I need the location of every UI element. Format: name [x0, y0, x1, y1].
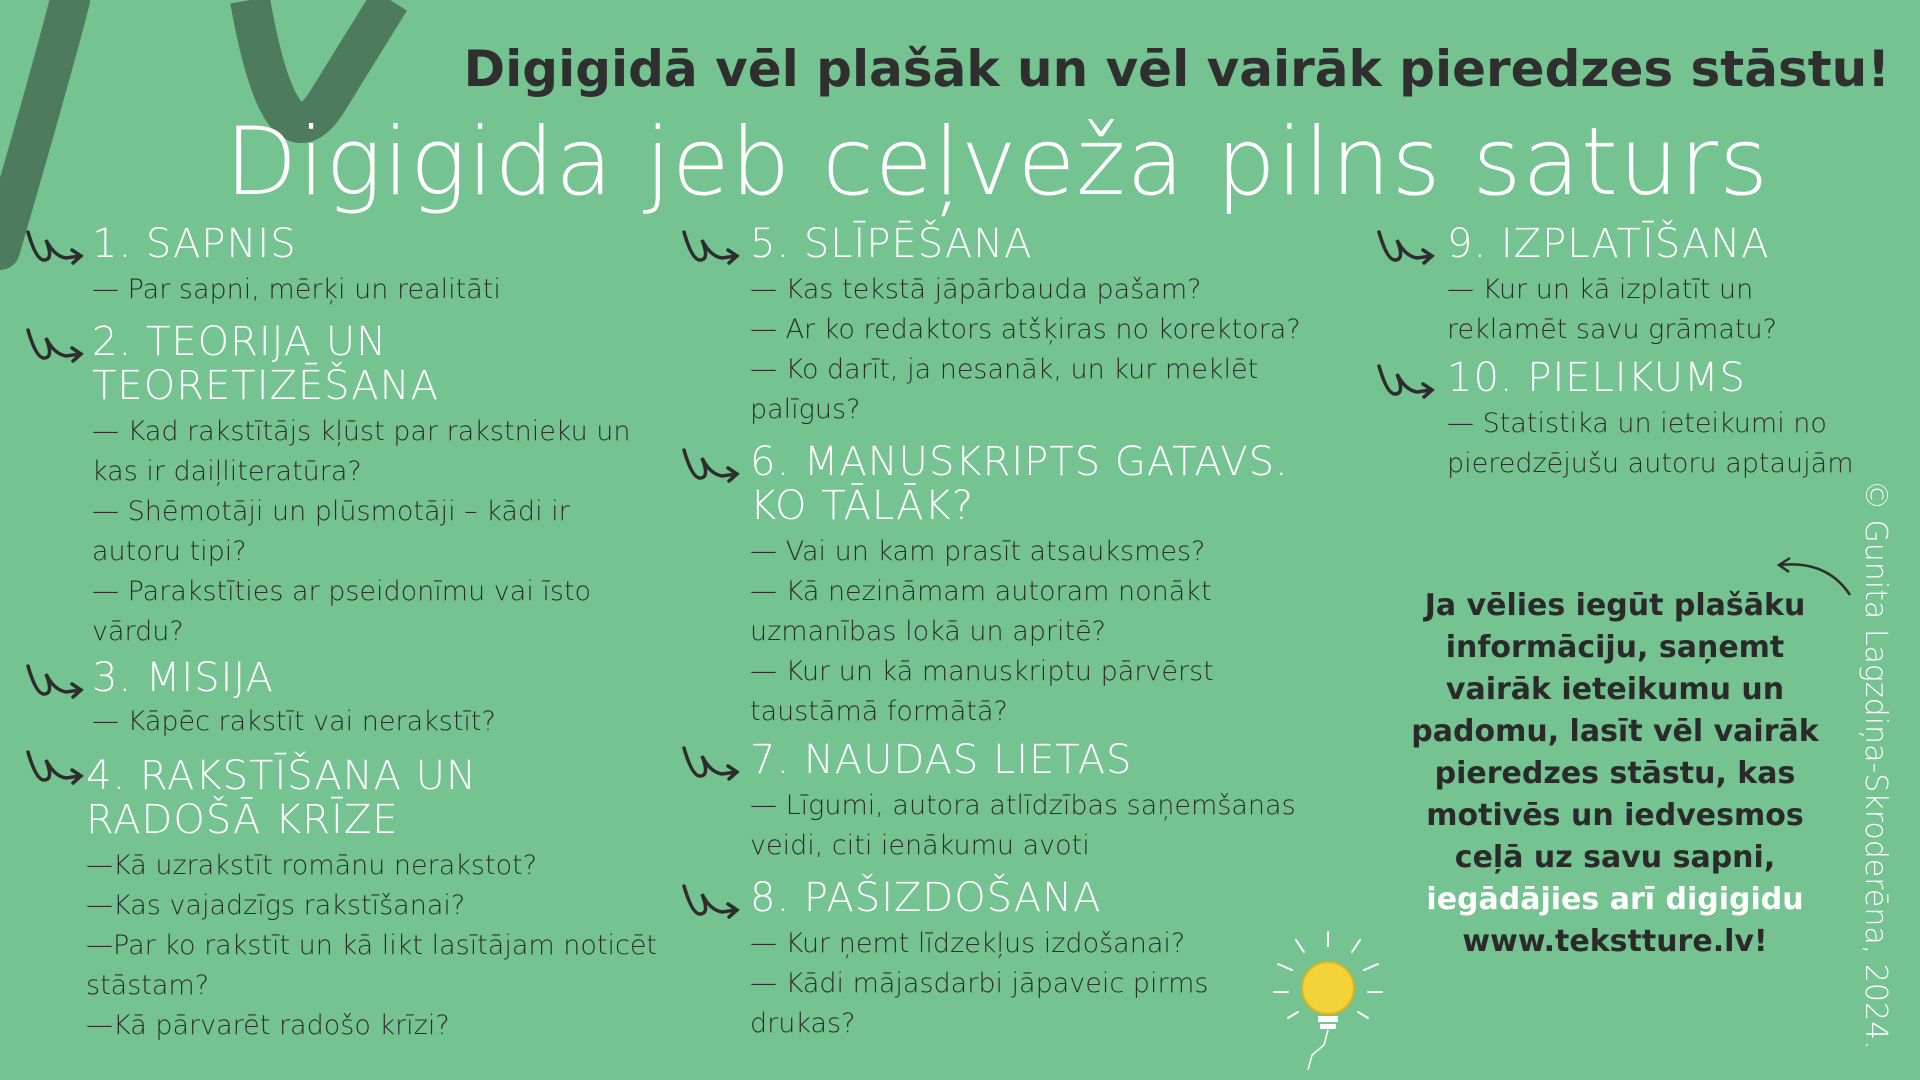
section-title: 6. MANUSKRIPTS GATAVS. KO TĀLĀK?	[750, 439, 1289, 529]
list-item: —Par ko rakstīt un kā likt lasītājam noticēt stāstam?	[86, 930, 658, 1001]
page-title: Digigida jeb ceļveža pilns saturs	[225, 108, 1770, 217]
list-item: —Kā uzrakstīt romānu nerakstot?	[86, 850, 538, 881]
section-title: 8. PAŠIZDOŠANA	[750, 875, 1102, 921]
list-item: — Shēmotāji un plūsmotāji – kādi ir autoru tipi?	[92, 496, 570, 567]
list-item: — Kā nezināmam autoram nonākt uzmanības lokā un apritē?	[750, 576, 1212, 647]
list-item: — Kur un kā izplatīt un reklamēt savu grāmatu?	[1447, 274, 1777, 345]
loop-arrow-icon	[1375, 226, 1437, 270]
section-title: 9. IZPLATĪŠANA	[1447, 221, 1770, 267]
section-8	[680, 876, 1340, 1044]
loop-arrow-icon	[680, 444, 742, 488]
list-item: — Ko darīt, ja nesanāk, un kur meklēt palīgus?	[750, 354, 1259, 425]
loop-arrow-icon	[680, 226, 742, 270]
section-title: 10. PIELIKUMS	[1447, 355, 1746, 401]
loop-arrow-icon	[24, 746, 86, 790]
list-item: —Kas vajadzīgs rakstīšanai?	[86, 890, 466, 921]
section-1	[24, 222, 664, 310]
section-7	[680, 738, 1340, 866]
list-item: — Kad rakstītājs kļūst par rakstnieku un kas ir daiļliteratūra?	[92, 416, 631, 487]
loop-arrow-icon	[24, 324, 86, 368]
section-title: 5. SLĪPĒŠANA	[750, 221, 1033, 267]
section-title: 1. SAPNIS	[92, 221, 297, 267]
section-3	[24, 656, 664, 742]
list-item: — Kāpēc rakstīt vai nerakstīt?	[92, 706, 496, 737]
section-4	[24, 754, 664, 1046]
list-item: — Ar ko redaktors atšķiras no korektora?	[750, 314, 1301, 345]
lightbulb-icon	[1268, 930, 1388, 1070]
cta-highlight: iegādājies arī digigidu	[1426, 882, 1804, 917]
loop-arrow-icon	[680, 880, 742, 924]
section-title: 7. NAUDAS LIETAS	[750, 737, 1133, 783]
section-9	[1375, 222, 1895, 350]
loop-arrow-icon	[24, 660, 86, 704]
content-column-2	[680, 222, 1340, 1044]
loop-arrow-icon	[680, 742, 742, 786]
cta-text: Ja vēlies iegūt plašāku informāciju, saņemt vairāk ieteikumu un padomu, lasīt vēl vairāk pieredzes stāstu, kas motivēs un iedvesmos ceļā uz savu sapni,	[1411, 588, 1819, 875]
section-2	[24, 320, 664, 652]
list-item: — Statistika un ieteikumi no pieredzējušu autoru aptaujām	[1447, 408, 1854, 479]
list-item: — Kur ņemt līdzekļus izdošanai?	[750, 928, 1186, 959]
section-title: 3. MISIJA	[92, 655, 274, 701]
list-item: — Kādi mājasdarbi jāpaveic pirms drukas?	[750, 968, 1209, 1039]
list-item: — Līgumi, autora atlīdzības saņemšanas veidi, citi ienākumu avoti	[750, 790, 1296, 861]
list-item: —Kā pārvarēt radošo krīzi?	[86, 1010, 450, 1041]
loop-arrow-icon	[1375, 360, 1437, 404]
list-item: — Kur un kā manuskriptu pārvērst taustāmā formātā?	[750, 656, 1214, 727]
content-column-1	[24, 222, 664, 1046]
call-to-action	[1390, 585, 1840, 963]
list-item: — Vai un kam prasīt atsauksmes?	[750, 536, 1206, 567]
tagline: Digigidā vēl plašāk un vēl vairāk pieredzes stāstu!	[463, 40, 1890, 98]
section-5	[680, 222, 1340, 430]
section-title: 4. RAKSTĪŠANA UN RADOŠĀ KRĪZE	[86, 753, 477, 843]
list-item: — Par sapni, mērķi un realitāti	[92, 274, 501, 305]
content-column-3	[1375, 222, 1895, 484]
copyright: © Gunita Lagzdiņa-Skroderēna, 2024.	[1858, 480, 1893, 1050]
section-10	[1375, 356, 1895, 484]
cta-url[interactable]: www.tekstture.lv!	[1462, 924, 1768, 959]
loop-arrow-icon	[24, 226, 86, 270]
section-6	[680, 440, 1340, 732]
list-item: — Parakstīties ar pseidonīmu vai īsto vārdu?	[92, 576, 592, 647]
section-title: 2. TEORIJA UN TEORETIZĒŠANA	[92, 319, 439, 409]
list-item: — Kas tekstā jāpārbauda pašam?	[750, 274, 1202, 305]
